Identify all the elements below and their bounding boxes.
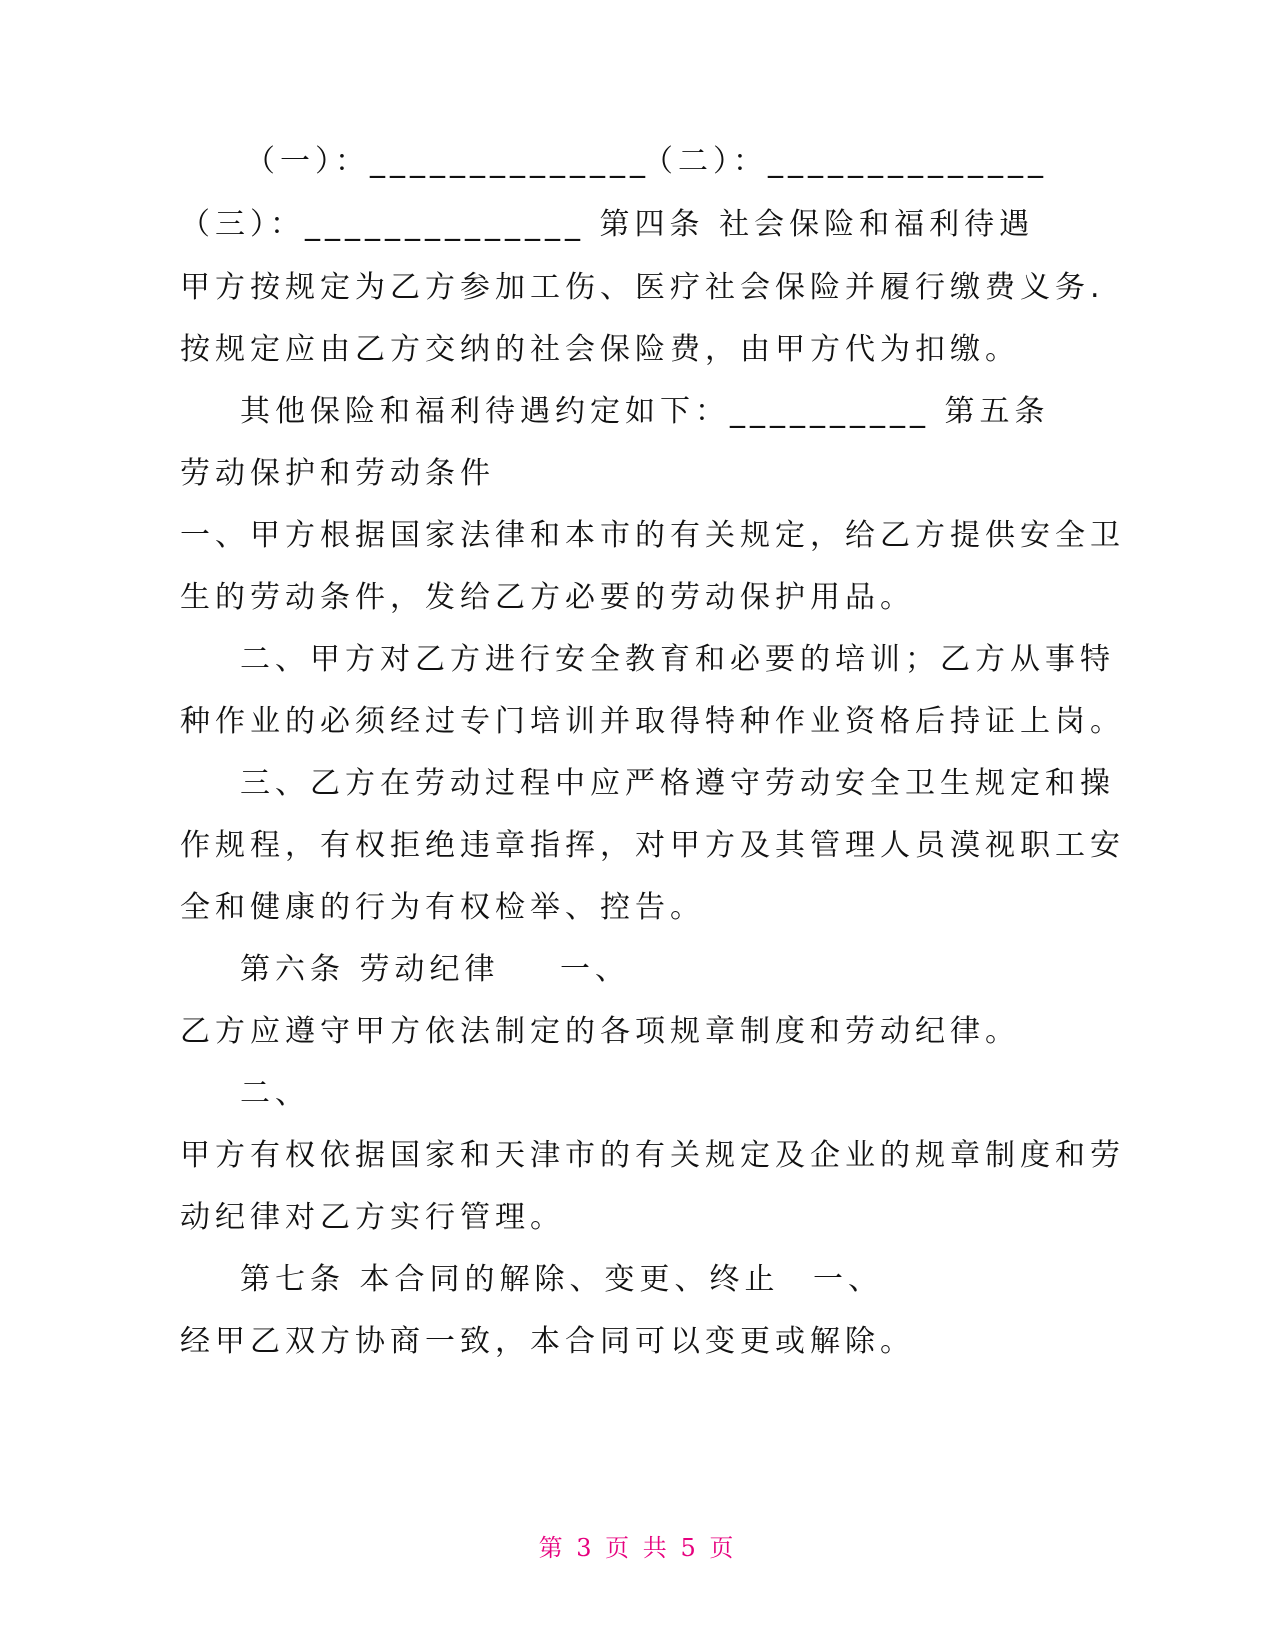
paragraph-line: 按规定应由乙方交纳的社会保险费，由甲方代为扣缴。 <box>180 332 1020 367</box>
list-marker: 二、 <box>240 1076 310 1111</box>
paragraph-line: 一、甲方根据国家法律和本市的有关规定，给乙方提供安全卫 <box>180 518 1125 553</box>
blank-item-2: （二）：______________ <box>643 144 1048 179</box>
paragraph-line: 甲方有权依据国家和天津市的有关规定及企业的规章制度和劳 <box>180 1138 1125 1173</box>
article-5-title: 劳动保护和劳动条件 <box>180 456 495 491</box>
list-marker: 一、 <box>813 1262 883 1297</box>
paragraph-line: 三、乙方在劳动过程中应严格遵守劳动安全卫生规定和操 <box>240 766 1115 801</box>
paragraph-line: 种作业的必须经过专门培训并取得特种作业资格后持证上岗。 <box>180 704 1125 739</box>
list-marker: 一、 <box>560 952 630 987</box>
page-number-footer: 第 3 页 共 5 页 <box>538 1534 737 1562</box>
paragraph-line: 其他保险和福利待遇约定如下：__________ 第五条 <box>240 394 1050 429</box>
article-7-title: 第七条 本合同的解除、变更、终止 <box>240 1262 780 1297</box>
paragraph-line: 动纪律对乙方实行管理。 <box>180 1200 565 1235</box>
blank-item-1: （一）：______________ <box>245 144 650 179</box>
paragraph-line: 二、甲方对乙方进行安全教育和必要的培训；乙方从事特 <box>240 642 1115 677</box>
paragraph-line: 甲方按规定为乙方参加工伤、医疗社会保险并履行缴费义务. <box>180 270 1105 305</box>
paragraph-line: 生的劳动条件，发给乙方必要的劳动保护用品。 <box>180 580 915 615</box>
paragraph-line: 作规程，有权拒绝违章指挥，对甲方及其管理人员漠视职工安 <box>180 828 1125 863</box>
article-6-title: 第六条 劳动纪律 <box>240 952 500 987</box>
paragraph-line: 乙方应遵守甲方依法制定的各项规章制度和劳动纪律。 <box>180 1014 1020 1049</box>
paragraph-line: 经甲乙双方协商一致，本合同可以变更或解除。 <box>180 1324 915 1359</box>
blank-item-3-and-article-4-title: （三）：______________ 第四条 社会保险和福利待遇 <box>180 207 1035 242</box>
paragraph-line: 全和健康的行为有权检举、控告。 <box>180 890 705 925</box>
